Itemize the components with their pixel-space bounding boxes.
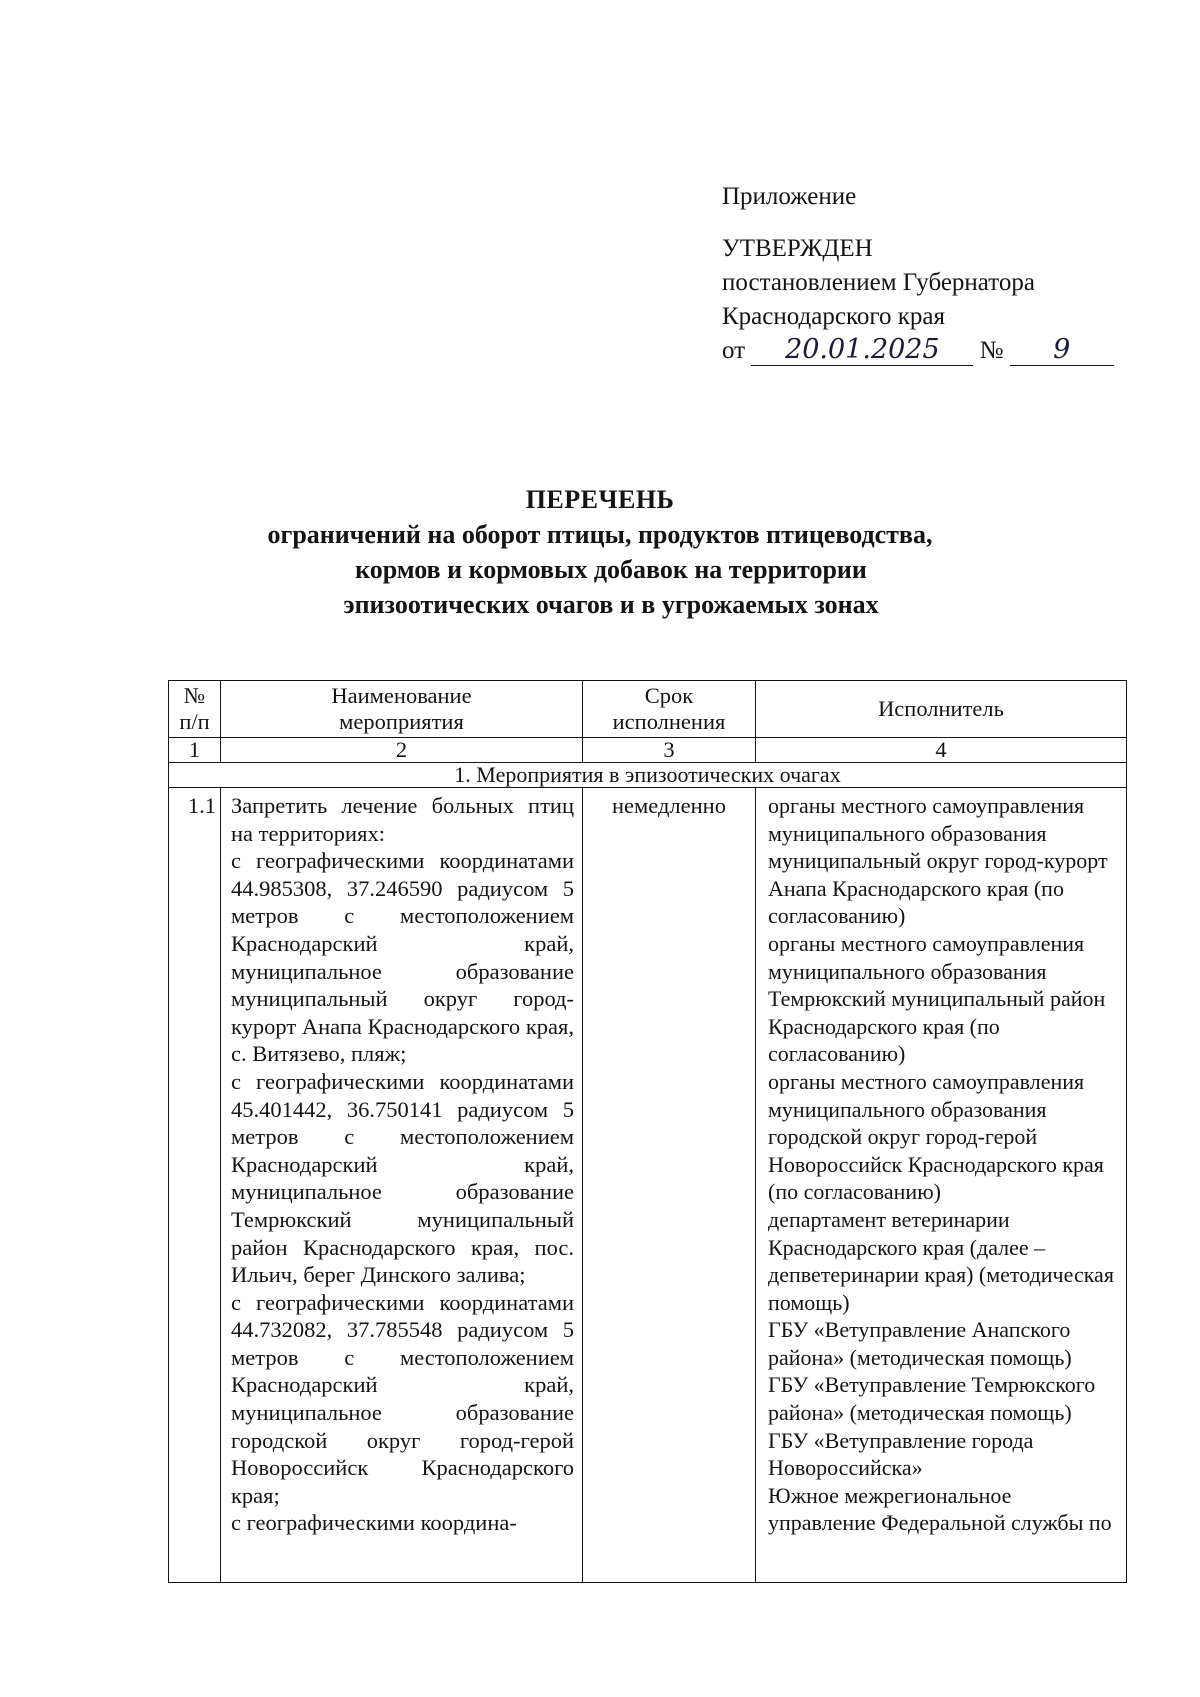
executor-paragraph: органы местного самоуправления муниципального образования муниципальный округ город-курорт Анапа Краснодарского края (по согласованию) bbox=[768, 793, 1108, 929]
measure-paragraph: с географическими координатами 45.401442, 36.750141 радиусом 5 метров с местоположением Краснодарский край, муниципальное образование Темрюкский муниципальный район Краснодарского края, пос. Ильич, берег Динского залива; bbox=[231, 1068, 574, 1288]
row-measure-name bbox=[221, 788, 583, 1583]
title-line3: эпизоотических очагов и в угрожаемых зонах bbox=[343, 590, 879, 619]
header-term-line1: Срок bbox=[644, 683, 694, 708]
executor-paragraph: Южное межрегиональное управление Федеральной службы по bbox=[768, 1482, 1112, 1536]
row-number: 1.1 bbox=[169, 788, 221, 1583]
table-header-row bbox=[169, 681, 1127, 738]
header-num bbox=[169, 681, 221, 738]
measure-paragraph: с географическими координатами 44.732082, 37.785548 радиусом 5 метров с местоположением Краснодарский край, муниципальное образование городской округ город-герой Новороссийск Краснодарского края; bbox=[231, 1289, 574, 1508]
handwritten-date: 20.01.2025 bbox=[751, 335, 973, 366]
column-number: 3 bbox=[583, 738, 756, 763]
executor-paragraph: органы местного самоуправления муниципального образования Темрюкский муниципальный район Краснодарского края (по согласованию) bbox=[768, 930, 1106, 1067]
title-line1: ограничений на оборот птицы, продуктов птицеводства, bbox=[267, 520, 933, 549]
measures-table bbox=[168, 680, 1127, 1583]
header-name bbox=[221, 681, 583, 738]
title-heading: ПЕРЕЧЕНЬ bbox=[525, 485, 675, 514]
header-num-line2: п/п bbox=[179, 709, 210, 734]
executor-paragraph: ГБУ «Ветуправление Темрюкского района» (методическая помощь) bbox=[768, 1372, 1096, 1426]
executor-paragraph: ГБУ «Ветуправление города Новороссийска» bbox=[768, 1427, 1034, 1481]
title-line2: кормов и кормовых добавок на территории bbox=[355, 555, 867, 584]
measure-paragraph: с географическими координатами 44.985308, 37.246590 радиусом 5 метров с местоположением Краснодарский край, муниципальное образование муниципальный округ город-курорт Анапа Краснодарского края, с. Витязево, пляж; bbox=[231, 848, 574, 1067]
column-number-row bbox=[169, 738, 1127, 763]
header-term bbox=[583, 681, 756, 738]
approved-by-line2: Краснодарского края bbox=[722, 303, 945, 330]
row-term: немедленно bbox=[583, 788, 756, 1583]
header-num-line1: № bbox=[183, 683, 206, 708]
table-row bbox=[169, 788, 1127, 1583]
column-number: 4 bbox=[756, 738, 1127, 763]
measure-paragraph: с географическими координа- bbox=[231, 1510, 517, 1536]
executor-paragraph: департамент ветеринарии Краснодарского края (далее – депветеринарии края) (методическая помощь) bbox=[768, 1206, 1114, 1315]
section-row bbox=[169, 763, 1127, 788]
measure-paragraph: Запретить лечение больных птиц на территориях: bbox=[231, 793, 574, 846]
approved-by-line1: постановлением Губернатора bbox=[722, 269, 1035, 296]
document-title bbox=[0, 482, 1200, 622]
section-title: 1. Мероприятия в эпизоотических очагах bbox=[169, 763, 1127, 788]
number-sign: № bbox=[979, 337, 1004, 364]
handwritten-number: 9 bbox=[1010, 335, 1114, 366]
approval-block bbox=[722, 180, 1114, 368]
executor-paragraph: ГБУ «Ветуправление Анапского района» (методическая помощь) bbox=[768, 1317, 1072, 1370]
row-executor bbox=[756, 788, 1127, 1583]
date-prefix: от bbox=[722, 337, 746, 364]
header-name-line2: мероприятия bbox=[339, 709, 464, 734]
header-executor: Исполнитель bbox=[756, 681, 1127, 738]
column-number: 2 bbox=[221, 738, 583, 763]
executor-paragraph: органы местного самоуправления муниципального образования городской округ город-герой Новороссийск Краснодарского края (по согласованию) bbox=[768, 1068, 1104, 1205]
header-name-line1: Наименование bbox=[331, 683, 472, 708]
date-number-line bbox=[722, 334, 1114, 368]
header-term-line2: исполнения bbox=[612, 709, 726, 734]
appendix-label: Приложение bbox=[722, 183, 857, 210]
column-number: 1 bbox=[169, 738, 221, 763]
approved-label: УТВЕРЖДЕН bbox=[722, 235, 873, 262]
